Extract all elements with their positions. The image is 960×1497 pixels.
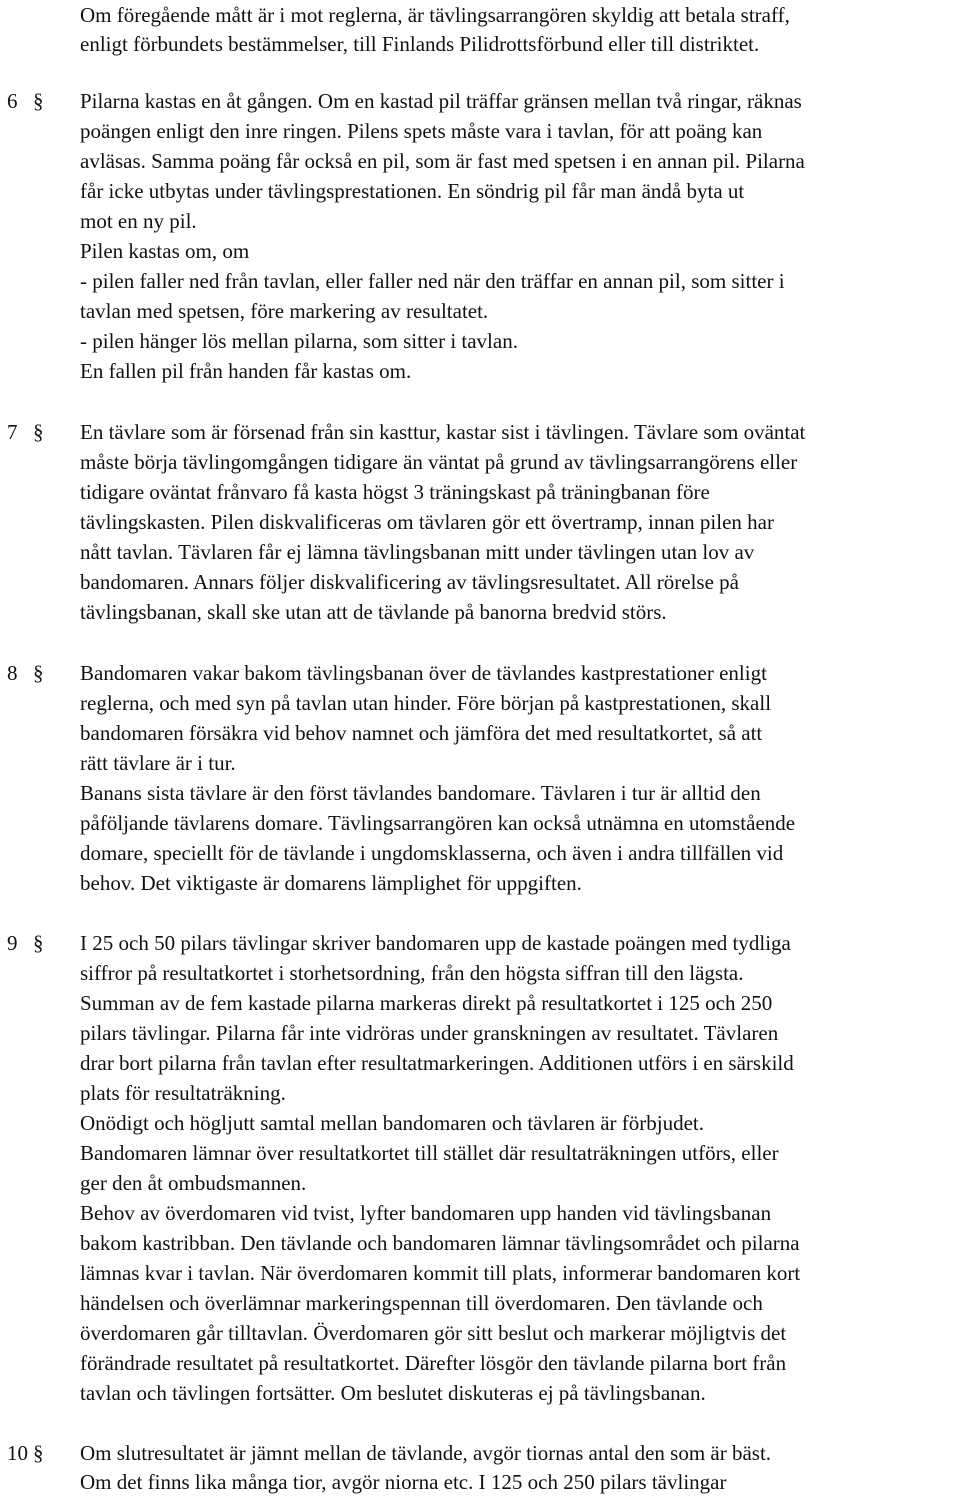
paragraph-line: avläsas. Samma poäng får också en pil, som är fast med spetsen i en annan pil. Pilarna (80, 149, 805, 173)
paragraph-line: bandomaren försäkra vid behov namnet och jämföra det med resultatkortet, så att (80, 721, 763, 745)
paragraph-line: Bandomaren vakar bakom tävlingsbanan över de tävlandes kastprestationer enligt (80, 661, 767, 685)
section-number: 10 (7, 1441, 28, 1465)
paragraph-line: Summan av de fem kastade pilarna markeras direkt på resultatkortet i 125 och 250 (80, 991, 773, 1015)
paragraph-line: tavlan med spetsen, före markering av resultatet. (80, 299, 489, 323)
paragraph-line: plats för resultaträkning. (80, 1081, 286, 1105)
section-symbol: § (33, 1441, 44, 1465)
paragraph-line: bakom kastribban. Den tävlande och bandomaren lämnar tävlingsområdet och pilarna (80, 1231, 800, 1255)
paragraph-line: förändrade resultatet på resultatkortet. Därefter lösgör den tävlande pilarna bort från (80, 1351, 787, 1375)
paragraph-line: mot en ny pil. (80, 209, 197, 233)
paragraph-line: tavlan och tävlingen fortsätter. Om beslutet diskuteras ej på tävlingsbanan. (80, 1381, 706, 1405)
paragraph-line: pilars tävlingar. Pilarna får inte vidröras under granskningen av resultatet. Tävlaren (80, 1021, 779, 1045)
paragraph-line: Banans sista tävlare är den först tävlandes bandomare. Tävlaren i tur är alltid den (80, 781, 761, 805)
paragraph-line: siffror på resultatkortet i storhetsordning, från den högsta siffran till den lägsta. (80, 961, 744, 985)
paragraph-line: måste börja tävlingomgången tidigare än väntat på grund av tävlingsarrangörens eller (80, 450, 798, 474)
paragraph-line: Pilarna kastas en åt gången. Om en kastad pil träffar gränsen mellan två ringar, räknas (80, 89, 802, 113)
paragraph-line: tävlingsbanan, skall ske utan att de tävlande på banorna bredvid störs. (80, 600, 667, 624)
paragraph-line: tidigare oväntat frånvaro få kasta högst 3 träningskast på träningbanan före (80, 480, 710, 504)
paragraph-line: rätt tävlare är i tur. (80, 751, 236, 775)
section-symbol: § (33, 89, 44, 113)
paragraph-line: Behov av överdomaren vid tvist, lyfter bandomaren upp handen vid tävlingsbanan (80, 1201, 772, 1225)
section-number: 8 (7, 661, 18, 685)
paragraph-line: Om slutresultatet är jämnt mellan de tävlande, avgör tiornas antal den som är bäst. (80, 1441, 772, 1465)
paragraph-line: drar bort pilarna från tavlan efter resultatmarkeringen. Additionen utförs i en särskild (80, 1051, 794, 1075)
paragraph-line: får icke utbytas under tävlingsprestationen. En söndrig pil får man ändå byta ut (80, 179, 745, 203)
paragraph-line: Bandomaren lämnar över resultatkortet till stället där resultaträkningen utförs, eller (80, 1141, 779, 1165)
section-number: 7 (7, 420, 18, 444)
paragraph-line: Onödigt och högljutt samtal mellan bandomaren och tävlaren är förbjudet. (80, 1111, 704, 1135)
paragraph-line: En fallen pil från handen får kastas om. (80, 359, 412, 383)
paragraph-line: tävlingskasten. Pilen diskvalificeras om tävlaren gör ett övertramp, innan pilen har (80, 510, 774, 534)
paragraph-line: påföljande tävlarens domare. Tävlingsarrangören kan också utnämna en utomstående (80, 811, 796, 835)
intro-line: enligt förbundets bestämmelser, till Finlands Pilidrottsförbund eller till distriktet. (80, 32, 760, 56)
section-number: 6 (7, 89, 18, 113)
paragraph-line: poängen enligt den inre ringen. Pilens spets måste vara i tavlan, för att poäng kan (80, 119, 763, 143)
paragraph-line: domare, speciellt för de tävlande i ungdomsklasserna, och även i andra tillfällen vid (80, 841, 784, 865)
paragraph-line: Pilen kastas om, om (80, 239, 250, 263)
section-symbol: § (33, 420, 44, 444)
paragraph-line: Om det finns lika många tior, avgör niorna etc. I 125 och 250 pilars tävlingar (80, 1470, 727, 1494)
paragraph-line: - pilen faller ned från tavlan, eller faller ned när den träffar en annan pil, som sitter i (80, 269, 785, 293)
paragraph-line: - pilen hänger lös mellan pilarna, som sitter i tavlan. (80, 329, 518, 353)
section-number: 9 (7, 931, 18, 955)
paragraph-line: behov. Det viktigaste är domarens lämplighet för uppgiften. (80, 871, 582, 895)
paragraph-line: reglerna, och med syn på tavlan utan hinder. Före början på kastprestationen, skall (80, 691, 772, 715)
intro-line: Om föregående mått är i mot reglerna, är tävlingsarrangören skyldig att betala straff, (80, 3, 790, 27)
paragraph-line: ger den åt ombudsmannen. (80, 1171, 307, 1195)
section-symbol: § (33, 661, 44, 685)
paragraph-line: bandomaren. Annars följer diskvalificering av tävlingsresultatet. All rörelse på (80, 570, 739, 594)
paragraph-line: lämnas kvar i tavlan. När överdomaren kommit till plats, informerar bandomaren kort (80, 1261, 801, 1285)
paragraph-line: nått tavlan. Tävlaren får ej lämna tävlingsbanan mitt under tävlingen utan lov av (80, 540, 755, 564)
paragraph-line: händelsen och överlämnar markeringspennan till överdomaren. Den tävlande och (80, 1291, 763, 1315)
paragraph-line: överdomaren går tilltavlan. Överdomaren gör sitt beslut och markerar möjligtvis det (80, 1321, 787, 1345)
paragraph-line: En tävlare som är försenad från sin kasttur, kastar sist i tävlingen. Tävlare som oväntat (80, 420, 806, 444)
section-symbol: § (33, 931, 44, 955)
paragraph-line: I 25 och 50 pilars tävlingar skriver bandomaren upp de kastade poängen med tydliga (80, 931, 791, 955)
